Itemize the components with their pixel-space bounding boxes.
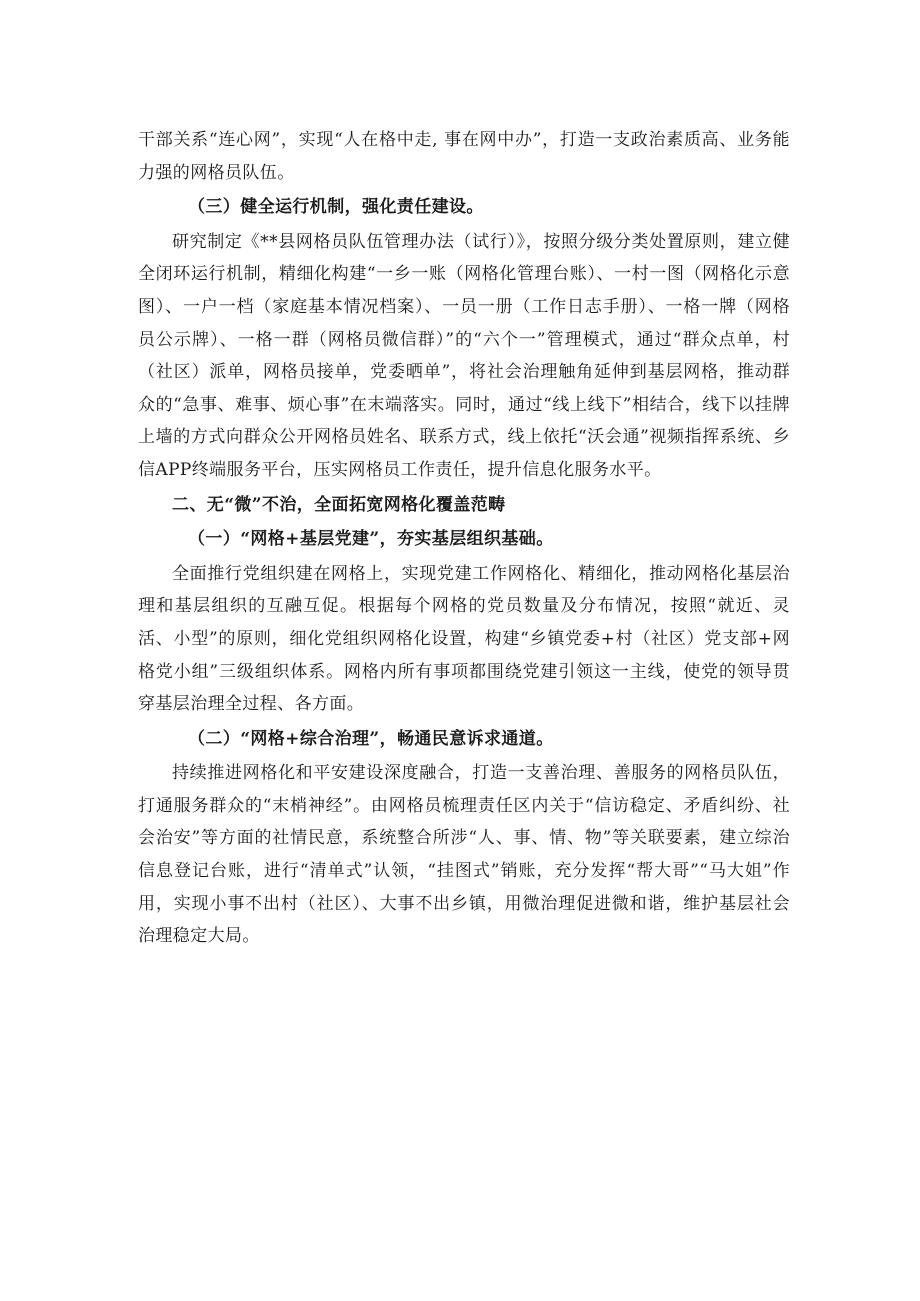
paragraph-party-building: 全面推行党组织建在网格上，实现党建工作网格化、精细化，推动网格化基层治理和基层组织的互融互促。根据每个网格的党员数量及分布情况，按照“就近、灵活、小型”的原则，细化党组织网格化设置，构建“乡镇党委+村（社区）党支部+网格党小组”三级组织体系。网格内所有事项都围绕党建引领这一主线，使党的领导贯穿基层治理全过程、各方面。	[138, 563, 790, 715]
section-heading-3: （三）健全运行机制，强化责任建设。	[188, 197, 484, 218]
section-heading-2: 二、无“微”不治，全面拓宽网格化覆盖范畴	[172, 494, 506, 515]
paragraph-continued: 干部关系“连心网”，实现“人在格中走, 事在网中办”，打造一支政治素质高、业务能力强的网格员队伍。	[138, 130, 790, 183]
subsection-heading-governance: （二）“网格+综合治理”，畅通民意诉求通道。	[188, 728, 554, 749]
paragraph-governance: 持续推进网格化和平安建设深度融合，打造一支善治理、善服务的网格员队伍，打通服务群众的“末梢神经”。由网格员梳理责任区内关于“信访稳定、矛盾纠纷、社会治安”等方面的社情民意，系统整合所涉“人、事、情、物”等关联要素，建立综治信息登记台账，进行“清单式”认领，“挂图式”销账，充分发挥“帮大哥”“马大姐”作用，实现小事不出村（社区）、大事不出乡镇，用微治理促进微和谐，维护基层社会治理稳定大局。	[138, 763, 790, 947]
paragraph-operation-mechanism: 研究制定《**县网格员队伍管理办法（试行）》，按照分级分类处置原则，建立健全闭环运行机制，精细化构建“一乡一账（网格化管理台账）、一村一图（网格化示意图）、一户一档（家庭基本情况档案）、一员一册（工作日志手册）、一格一牌（网格员公示牌）、一格一群（网格员微信群）”的“六个一”管理模式，通过“群众点单，村（社区）派单，网格员接单，党委晒单”，将社会治理触角延伸到基层网格，推动群众的“急事、难事、烦心事”在末端落实。同时，通过“线上线下”相结合，线下以挂牌上墙的方式向群众公开网格员姓名、联系方式，线上依托“沃会通”视频指挥系统、乡信APP终端服务平台，压实网格员工作责任，提升信息化服务水平。	[138, 231, 790, 480]
document-body	[138, 124, 790, 953]
subsection-heading-party-building: （一）“网格+基层党建”，夯实基层组织基础。	[188, 529, 554, 550]
